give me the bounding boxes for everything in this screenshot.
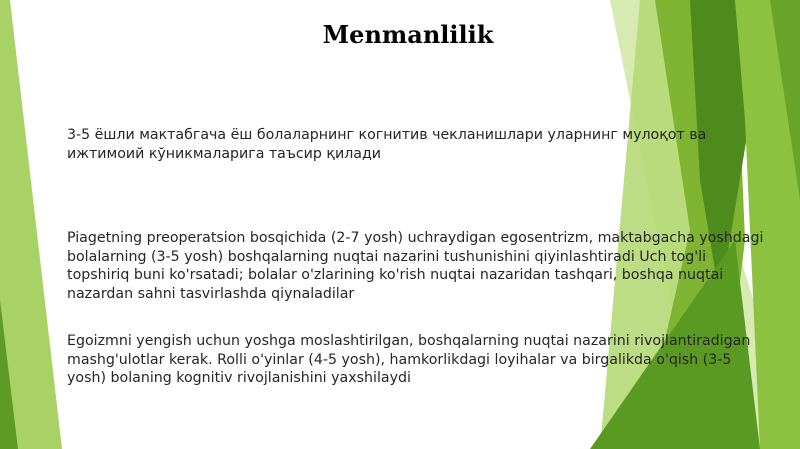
slide-title: Menmanlilik — [322, 20, 494, 49]
paragraph-piaget-egocentrism: Piagetning preoperatsion bosqichida (2-7 yosh) uchraydigan egosentrizm, maktabgacha yoshdagi bolalarning (3-5 yosh) boshqalarning nuqtai nazarini tushunishini qiyinlashtiradi Uch tog'li topshiriq buni ko'rsatadi; bolalar o'zlarining ko'rish nuqtai nazaridan tashqari, boshqa nuqtai nazardan sahni tasvirlashda qiynaladilar — [67, 230, 764, 302]
paragraph-cognitive-limitations: 3-5 ёшли мактабгача ёш болаларнинг когнитив чекланишлари уларнинг мулоқот ва ижтимоий кўникмаларига таъсир қилади — [67, 127, 707, 162]
paragraph-overcoming-egoism: Egoizmni yengish uchun yoshga moslashtirilgan, boshqalarning nuqtai nazarini rivojlantiradigan mashg'ulotlar kerak. Rolli o'yinlar (4-5 yosh), hamkorlikdagi loyihalar va birgalikda o'qish (3-5 yosh) bolaning kognitiv rivojlanishini yaxshilaydi — [67, 333, 751, 386]
